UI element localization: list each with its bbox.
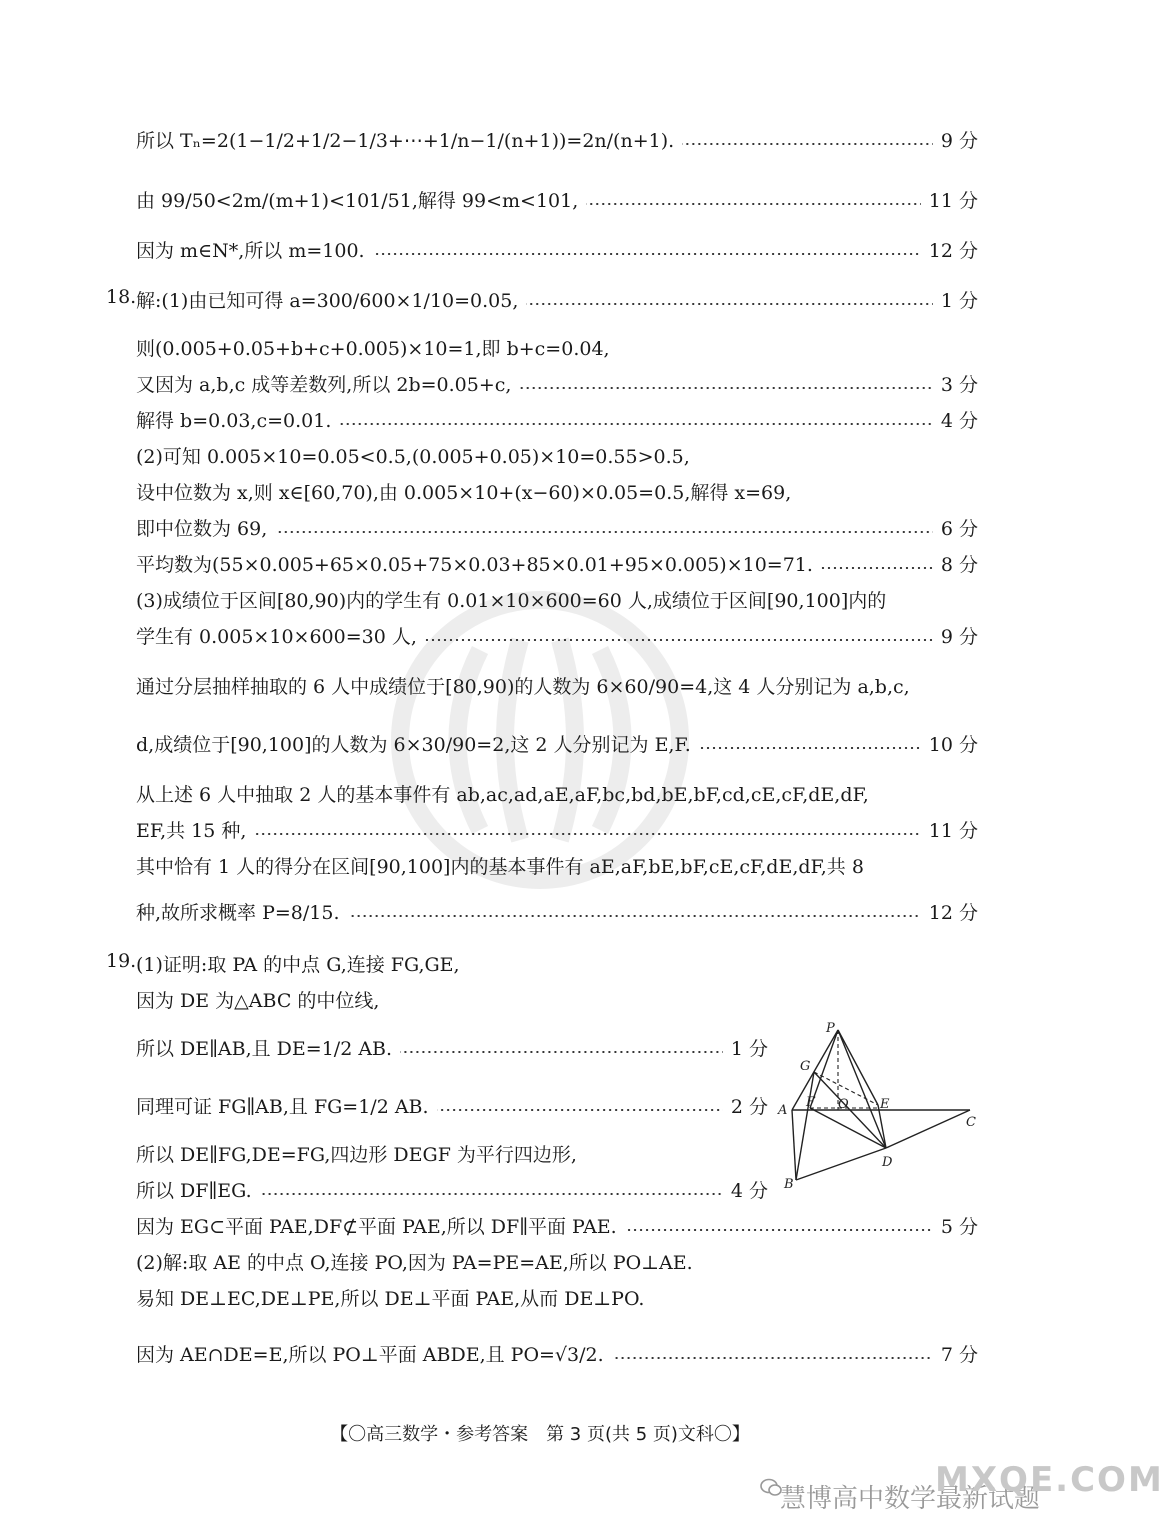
line-inequality: 由 99/50<2m/(m+1)<101/51,解得 99<m<101, 11 分 bbox=[136, 190, 978, 212]
line-18-mean: 平均数为(55×0.005+65×0.05+75×0.03+85×0.01+95×0.005)×10=71. 8 分 bbox=[136, 554, 978, 576]
line-18-median-eq: 设中位数为 x,则 x∈[60,70),由 0.005×10+(x−60)×0.05=0.5,解得 x=69, bbox=[136, 482, 792, 504]
line-18-ef: d,成绩位于[90,100]的人数为 6×30/90=2,这 2 人分别记为 E,F. 10 分 bbox=[136, 734, 978, 756]
line-18-2-intro: (2)可知 0.005×10=0.05<0.5,(0.005+0.05)×10=0.55>0.5, bbox=[136, 446, 690, 468]
question-number-19: 19. bbox=[106, 950, 137, 972]
watermark-logo: MXQE.COM bbox=[935, 1460, 1164, 1500]
label-b: B bbox=[784, 1177, 794, 1192]
line-19-parallelogram: 所以 DE∥FG,DE=FG,四边形 DEGF 为平行四边形, bbox=[136, 1144, 577, 1166]
line-19-de-ab: 所以 DE∥AB,且 DE=1/2 AB. 1 分 bbox=[136, 1038, 768, 1060]
line-18-bc-sum: 则(0.005+0.05+b+c+0.005)×10=1,即 b+c=0.04, bbox=[136, 338, 610, 360]
line-18-arith: 又因为 a,b,c 成等差数列,所以 2b=0.05+c, 3 分 bbox=[136, 374, 978, 396]
line-18-probability: 种,故所求概率 P=8/15. 12 分 bbox=[136, 902, 978, 924]
line-19-proof: (1)证明:取 PA 的中点 G,连接 FG,GE, bbox=[136, 954, 460, 976]
line-18-a: 解:(1)由已知可得 a=300/600×1/10=0.05, 1 分 bbox=[136, 290, 978, 312]
wechat-icon bbox=[760, 1478, 782, 1498]
line-19-df-eg: 所以 DF∥EG. 4 分 bbox=[136, 1180, 768, 1202]
label-e: E bbox=[880, 1097, 890, 1112]
label-g: G bbox=[800, 1059, 811, 1074]
line-19-midline: 因为 DE 为△ABC 的中位线, bbox=[136, 990, 380, 1012]
line-19-2-intro: (2)解:取 AE 的中点 O,连接 PO,因为 PA=PE=AE,所以 PO⊥AE. bbox=[136, 1252, 693, 1274]
geometry-figure bbox=[770, 1020, 990, 1200]
question-number-18: 18. bbox=[106, 286, 137, 308]
line-19-po-value: 因为 AE∩DE=E,所以 PO⊥平面 ABDE,且 PO=√3/2. 7 分 bbox=[136, 1344, 978, 1366]
line-18-30-people: 学生有 0.005×10×600=30 人, 9 分 bbox=[136, 626, 978, 648]
line-18-3-intro: (3)成绩位于区间[80,90)内的学生有 0.01×10×600=60 人,成绩位于区间[90,100]内的 bbox=[136, 590, 887, 612]
line-19-de-perp: 易知 DE⊥EC,DE⊥PE,所以 DE⊥平面 PAE,从而 DE⊥PO. bbox=[136, 1288, 645, 1310]
line-tn-sum: 所以 Tₙ=2(1−1/2+1/2−1/3+⋯+1/n−1/(n+1))=2n/(n+1). 9 分 bbox=[136, 130, 978, 152]
line-18-15-kinds: EF,共 15 种, 11 分 bbox=[136, 820, 978, 842]
label-a: A bbox=[778, 1103, 788, 1118]
page-footer: 【〇高三数学・参考答案 第 3 页(共 5 页)文科〇】 bbox=[330, 1424, 750, 1445]
label-p: P bbox=[826, 1021, 835, 1036]
line-18-exactly-one: 其中恰有 1 人的得分在区间[90,100]内的基本事件有 aE,aF,bE,bF,cE,cF,dE,dF,共 8 bbox=[136, 856, 864, 878]
line-m-value: 因为 m∈N*,所以 m=100. 12 分 bbox=[136, 240, 978, 262]
line-19-df-plane: 因为 EG⊂平面 PAE,DF⊄平面 PAE,所以 DF∥平面 PAE. 5 分 bbox=[136, 1216, 978, 1238]
line-19-fg-ab: 同理可证 FG∥AB,且 FG=1/2 AB. 2 分 bbox=[136, 1096, 768, 1118]
label-c: C bbox=[966, 1115, 976, 1130]
label-o: O bbox=[838, 1097, 849, 1112]
label-d: D bbox=[882, 1155, 893, 1170]
line-18-stratified: 通过分层抽样抽取的 6 人中成绩位于[80,90)的人数为 6×60/90=4,这 4 人分别记为 a,b,c, bbox=[136, 676, 910, 698]
line-18-bc-value: 解得 b=0.03,c=0.01. 4 分 bbox=[136, 410, 978, 432]
watermark-text: 慧博高中数学最新试题 bbox=[780, 1484, 1041, 1514]
line-18-median: 即中位数为 69, 6 分 bbox=[136, 518, 978, 540]
line-18-events: 从上述 6 人中抽取 2 人的基本事件有 ab,ac,ad,aE,aF,bc,bd,bE,bF,cd,cE,cF,dE,dF, bbox=[136, 784, 869, 806]
label-f: F bbox=[806, 1095, 816, 1110]
